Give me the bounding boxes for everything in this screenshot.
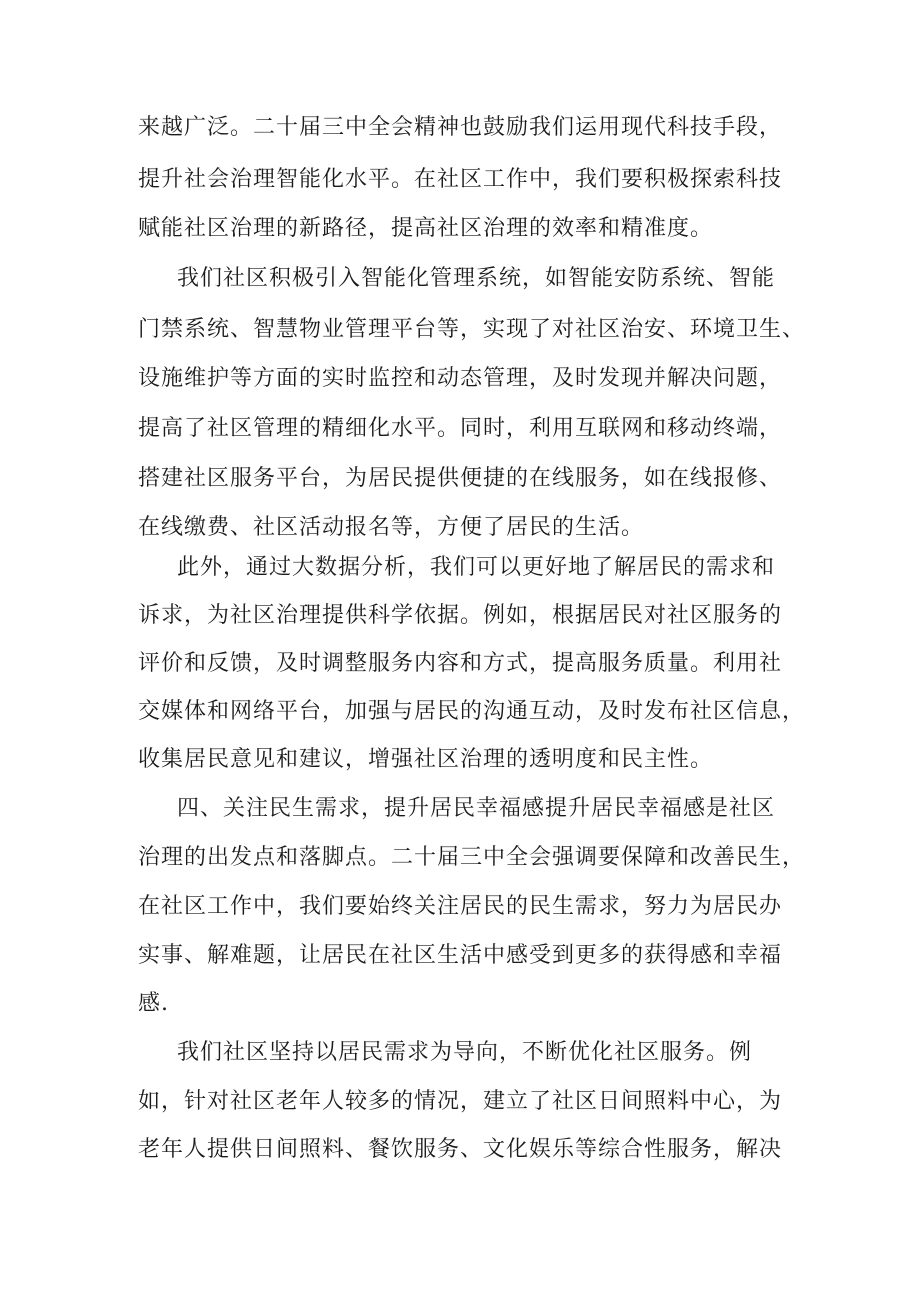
text-line: 交媒体和网络平台，加强与居民的沟通互动，及时发布社区信息，	[138, 699, 806, 724]
text-line: 收集居民意见和建议，增强社区治理的透明度和民主性。	[138, 747, 714, 772]
text-line: 评价和反馈，及时调整服务内容和方式，提高服务质量。利用社	[138, 651, 783, 676]
text-line: 赋能社区治理的新路径，提高社区治理的效率和精准度。	[138, 216, 714, 241]
text-line: 门禁系统、智慧物业管理平台等，实现了对社区治安、环境卫生、	[138, 317, 806, 342]
text-line: 在线缴费、社区活动报名等，方便了居民的生活。	[138, 515, 645, 540]
text-line: 如，针对社区老年人较多的情况，建立了社区日间照料中心，为	[138, 1089, 783, 1114]
text-line: 在社区工作中，我们要始终关注居民的民生需求，努力为居民办	[138, 894, 783, 919]
text-line: 我们社区坚持以居民需求为导向，不断优化社区服务。例	[177, 1040, 753, 1065]
text-line: 搭建社区服务平台，为居民提供便捷的在线服务，如在线报修、	[138, 466, 783, 491]
text-line: 四、关注民生需求，提升居民幸福感提升居民幸福感是社区	[177, 796, 776, 821]
text-line: 来越广泛。二十届三中全会精神也鼓励我们运用现代科技手段，	[138, 115, 783, 140]
text-line: 我们社区积极引入智能化管理系统，如智能安防系统、智能	[177, 266, 776, 291]
text-line: 实事、解难题，让居民在社区生活中感受到更多的获得感和幸福	[138, 943, 783, 968]
text-line: 感.	[138, 991, 169, 1016]
text-line: 提升社会治理智能化水平。在社区工作中，我们要积极探索科技	[138, 167, 783, 192]
text-line: 治理的出发点和落脚点。二十届三中全会强调要保障和改善民生，	[138, 845, 806, 870]
text-line: 老年人提供日间照料、餐饮服务、文化娱乐等综合性服务，解决	[138, 1137, 783, 1162]
text-line: 提高了社区管理的精细化水平。同时，利用互联网和移动终端，	[138, 416, 783, 441]
text-line: 设施维护等方面的实时监控和动态管理，及时发现并解决问题，	[138, 366, 783, 391]
text-line: 此外，通过大数据分析，我们可以更好地了解居民的需求和	[177, 555, 776, 580]
text-line: 诉求，为社区治理提供科学依据。例如，根据居民对社区服务的	[138, 603, 783, 628]
